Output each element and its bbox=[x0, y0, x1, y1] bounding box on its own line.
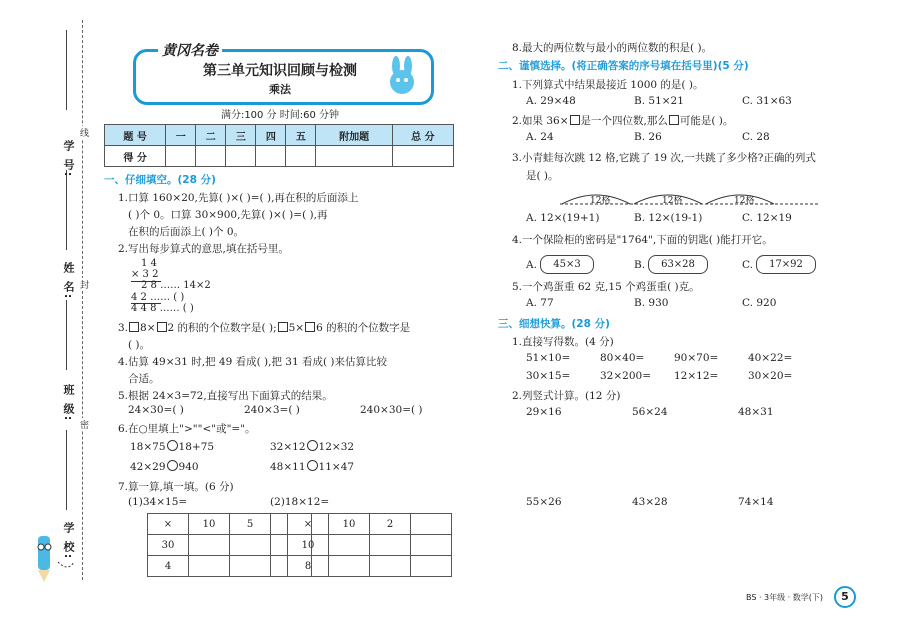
vertical-line-2: × 3 2 bbox=[131, 269, 159, 280]
mt-cell[interactable] bbox=[189, 556, 230, 577]
q3-text: 3. 8× 2 的积的个位数字是( ); 5× 6 的积的个位数字是 bbox=[118, 322, 411, 334]
vertical-line-5: 4 4 8 …… ( ) bbox=[131, 303, 194, 314]
mt-cell[interactable] bbox=[370, 556, 411, 577]
compare-circle[interactable] bbox=[307, 440, 318, 451]
compare-item bbox=[130, 440, 214, 453]
mt-cell[interactable] bbox=[329, 556, 370, 577]
mt-cell[interactable] bbox=[411, 556, 452, 577]
mt-cell[interactable] bbox=[370, 535, 411, 556]
option: C. 12×19 bbox=[742, 212, 792, 224]
mt-header: 5 bbox=[230, 514, 271, 535]
vertical-calc: 74×14 bbox=[738, 496, 774, 508]
margin-rule bbox=[66, 430, 67, 510]
key-icon: 45×3 bbox=[540, 255, 594, 274]
option: B. 930 bbox=[634, 297, 669, 309]
blank-box[interactable] bbox=[278, 322, 288, 332]
s2-q1: 1.下列算式中结果最接近 1000 的是( )。 bbox=[512, 79, 704, 91]
q3-part: 8× bbox=[140, 322, 156, 334]
oral-item: 40×22= bbox=[748, 352, 793, 364]
seal-mark-2: 密 bbox=[80, 418, 89, 431]
vertical-calc: 43×28 bbox=[632, 496, 668, 508]
q3-part: 2 的积的个位数字是( ); bbox=[167, 322, 277, 334]
option: B. 26 bbox=[634, 131, 662, 143]
page-number: 5 bbox=[834, 586, 856, 608]
page-title: 第三单元知识回顾与检测 bbox=[203, 63, 357, 79]
compare-circle[interactable] bbox=[307, 460, 318, 471]
q3-part: 5× bbox=[288, 322, 305, 334]
option: A. 77 bbox=[526, 297, 554, 309]
mt-header: 10 bbox=[329, 514, 370, 535]
vertical-calc: 56×24 bbox=[632, 406, 668, 418]
q4-line-1: 4.估算 49×31 时,把 49 看成( ),把 31 看成( )来估算比较 bbox=[118, 356, 388, 368]
q7-text: 7.算一算,填一填。(6 分) bbox=[118, 481, 234, 493]
compare-circle[interactable] bbox=[167, 460, 178, 471]
seal-mark: 封 bbox=[80, 278, 89, 291]
blank-box[interactable] bbox=[157, 322, 167, 332]
s3-q1: 1.直接写得数。(4 分) bbox=[512, 336, 614, 348]
q8-text: 8.最大的两位数与最小的两位数的积是( )。 bbox=[512, 42, 713, 54]
option: A. 24 bbox=[526, 131, 554, 143]
score-header: 二 bbox=[196, 125, 226, 146]
student-id-label: 学 号: bbox=[62, 140, 75, 179]
oral-item: 80×40= bbox=[600, 352, 645, 364]
oral-item: 51×10= bbox=[526, 352, 571, 364]
blank-box[interactable] bbox=[669, 115, 679, 125]
mt-header: 10 bbox=[189, 514, 230, 535]
option: C. 28 bbox=[742, 131, 770, 143]
oral-item: 30×20= bbox=[748, 370, 793, 382]
q1-line-3: 在积的后面添上( )个 0。 bbox=[128, 226, 245, 238]
oral-item: 90×70= bbox=[674, 352, 719, 364]
mt-header: × bbox=[288, 514, 329, 535]
blank-box[interactable] bbox=[570, 115, 580, 125]
q7-part-1: (1)34×15= bbox=[128, 496, 188, 508]
q3-text-2: ( )。 bbox=[128, 339, 151, 351]
option: A. 12×(19+1) bbox=[526, 212, 600, 224]
compare-right: 12×32 bbox=[318, 441, 355, 453]
exam-meta: 满分:100 分 时间:60 分钟 bbox=[220, 110, 340, 121]
margin-rule bbox=[66, 170, 67, 250]
pencil-mascot-icon bbox=[30, 532, 80, 587]
score-cell[interactable] bbox=[392, 146, 453, 167]
section-2-title: 二、谨慎选择。(将正确答案的序号填在括号里)(5 分) bbox=[498, 60, 749, 72]
multiply-table-2 bbox=[287, 513, 452, 577]
score-cell[interactable] bbox=[196, 146, 226, 167]
s2q2-part: 2.如果 36× bbox=[512, 115, 569, 127]
compare-right: 940 bbox=[178, 461, 199, 473]
compare-left: 18×75 bbox=[130, 441, 166, 453]
compare-left: 42×29 bbox=[130, 461, 166, 473]
option-prefix: B. bbox=[634, 259, 646, 271]
compare-left: 32×12 bbox=[270, 441, 306, 453]
compare-right: 11×47 bbox=[318, 461, 355, 473]
mt-cell[interactable] bbox=[329, 535, 370, 556]
q2-text: 2.写出每步算式的意思,填在括号里。 bbox=[118, 243, 289, 255]
s3-q2: 2.列竖式计算。(12 分) bbox=[512, 390, 621, 402]
score-header: 五 bbox=[286, 125, 316, 146]
line-mark: 线 bbox=[80, 126, 89, 139]
footer-label: BS · 3年级 · 数学(下) bbox=[746, 593, 824, 602]
score-cell[interactable] bbox=[256, 146, 286, 167]
score-table bbox=[104, 124, 454, 167]
q5-item: 24×30=( ) bbox=[128, 404, 184, 416]
mt-header: 2 bbox=[370, 514, 411, 535]
option: B. 51×21 bbox=[634, 95, 684, 107]
s2-q3-line-1: 3.小青蛙每次跳 12 格,它跳了 19 次,一共跳了多少格?正确的列式 bbox=[512, 152, 816, 164]
jump-label: 12格 bbox=[590, 196, 611, 206]
q7-part-2: (2)18×12= bbox=[270, 496, 330, 508]
oral-item: 30×15= bbox=[526, 370, 571, 382]
key-icon: 63×28 bbox=[648, 255, 708, 274]
jump-label: 12格 bbox=[662, 196, 683, 206]
mt-row-label: 4 bbox=[148, 556, 189, 577]
mt-row-label: 8 bbox=[288, 556, 329, 577]
school-label: 学 校: bbox=[62, 522, 75, 561]
oral-item: 32×200= bbox=[600, 370, 651, 382]
option: C. 920 bbox=[742, 297, 777, 309]
blank-box[interactable] bbox=[129, 322, 139, 332]
q1-line-1: 1.口算 160×20,先算( )×( )=( ),再在积的后面添上 bbox=[118, 192, 359, 204]
s2-q5: 5.一个鸡蛋重 62 克,15 个鸡蛋重( )克。 bbox=[512, 281, 700, 293]
compare-left: 48×11 bbox=[270, 461, 306, 473]
compare-item bbox=[270, 440, 354, 453]
brand-logo: 黄冈名卷 bbox=[158, 40, 222, 60]
rabbit-mascot-icon bbox=[382, 56, 422, 98]
section-3-title: 三、细想快算。(28 分) bbox=[498, 318, 610, 330]
q5-item: 240×3=( ) bbox=[244, 404, 300, 416]
jump-label: 12格 bbox=[734, 196, 755, 206]
q5-text: 5.根据 24×3=72,直接写出下面算式的结果。 bbox=[118, 390, 333, 402]
margin-rule bbox=[66, 300, 67, 370]
score-cell[interactable] bbox=[316, 146, 392, 167]
s2q2-part: 是一个四位数,那么 bbox=[580, 115, 668, 127]
option-prefix: C. bbox=[742, 259, 753, 271]
blank-box[interactable] bbox=[305, 322, 315, 332]
score-row-label: 得 分 bbox=[105, 146, 166, 167]
option-prefix: A. bbox=[526, 259, 537, 271]
oral-item: 12×12= bbox=[674, 370, 719, 382]
vertical-line-3: 2 8 …… 14×2 bbox=[141, 280, 211, 291]
q6-text: 6.在○里填上">""<"或"="。 bbox=[118, 423, 256, 435]
vertical-line-4: 4 2 …… ( ) bbox=[131, 292, 185, 303]
score-cell[interactable] bbox=[166, 146, 196, 167]
mt-row-label: 10 bbox=[288, 535, 329, 556]
score-header: 一 bbox=[166, 125, 196, 146]
mt-row-label: 30 bbox=[148, 535, 189, 556]
score-header: 总 分 bbox=[392, 125, 453, 146]
section-1-title: 一、仔细填空。(28 分) bbox=[104, 174, 216, 186]
q4-line-2: 合适。 bbox=[128, 373, 160, 385]
option: B. 12×(19-1) bbox=[634, 212, 703, 224]
vertical-calc: 55×26 bbox=[526, 496, 562, 508]
score-header: 三 bbox=[226, 125, 256, 146]
score-header: 四 bbox=[256, 125, 286, 146]
vertical-calc: 48×31 bbox=[738, 406, 774, 418]
compare-right: 18+75 bbox=[178, 441, 215, 453]
mt-cell[interactable] bbox=[411, 514, 452, 535]
option: A. 29×48 bbox=[526, 95, 576, 107]
binding-dashed-line bbox=[82, 20, 83, 580]
page-subtitle: 乘法 bbox=[269, 83, 291, 96]
margin-rule bbox=[66, 30, 67, 110]
class-label: 班 级: bbox=[62, 384, 75, 423]
s2-q3-line-2: 是( )。 bbox=[526, 170, 559, 182]
vertical-line-1: 1 4 bbox=[141, 258, 157, 269]
mt-header: × bbox=[148, 514, 189, 535]
s2q2-part: 可能是( )。 bbox=[679, 115, 734, 127]
s2-q2 bbox=[512, 113, 733, 128]
mt-cell[interactable] bbox=[411, 535, 452, 556]
score-cell[interactable] bbox=[226, 146, 256, 167]
score-header: 附加题 bbox=[316, 125, 392, 146]
q3-part: 6 的积的个位数字是 bbox=[316, 322, 411, 334]
key-icon: 17×92 bbox=[756, 255, 816, 274]
compare-item bbox=[130, 460, 199, 473]
mt-cell[interactable] bbox=[189, 535, 230, 556]
mt-cell[interactable] bbox=[230, 556, 271, 577]
compare-circle[interactable] bbox=[167, 440, 178, 451]
name-label: 姓 名: bbox=[62, 262, 75, 301]
option: C. 31×63 bbox=[742, 95, 792, 107]
score-cell[interactable] bbox=[286, 146, 316, 167]
vertical-calc: 29×16 bbox=[526, 406, 562, 418]
s2-q4: 4.一个保险柜的密码是"1764",下面的钥匙( )能打开它。 bbox=[512, 234, 773, 246]
q5-item: 240×30=( ) bbox=[360, 404, 423, 416]
score-header: 题 号 bbox=[105, 125, 166, 146]
compare-item bbox=[270, 460, 354, 473]
mt-cell[interactable] bbox=[230, 535, 271, 556]
q1-line-2: ( )个 0。口算 30×900,先算( )×( )=( ),再 bbox=[128, 209, 328, 221]
